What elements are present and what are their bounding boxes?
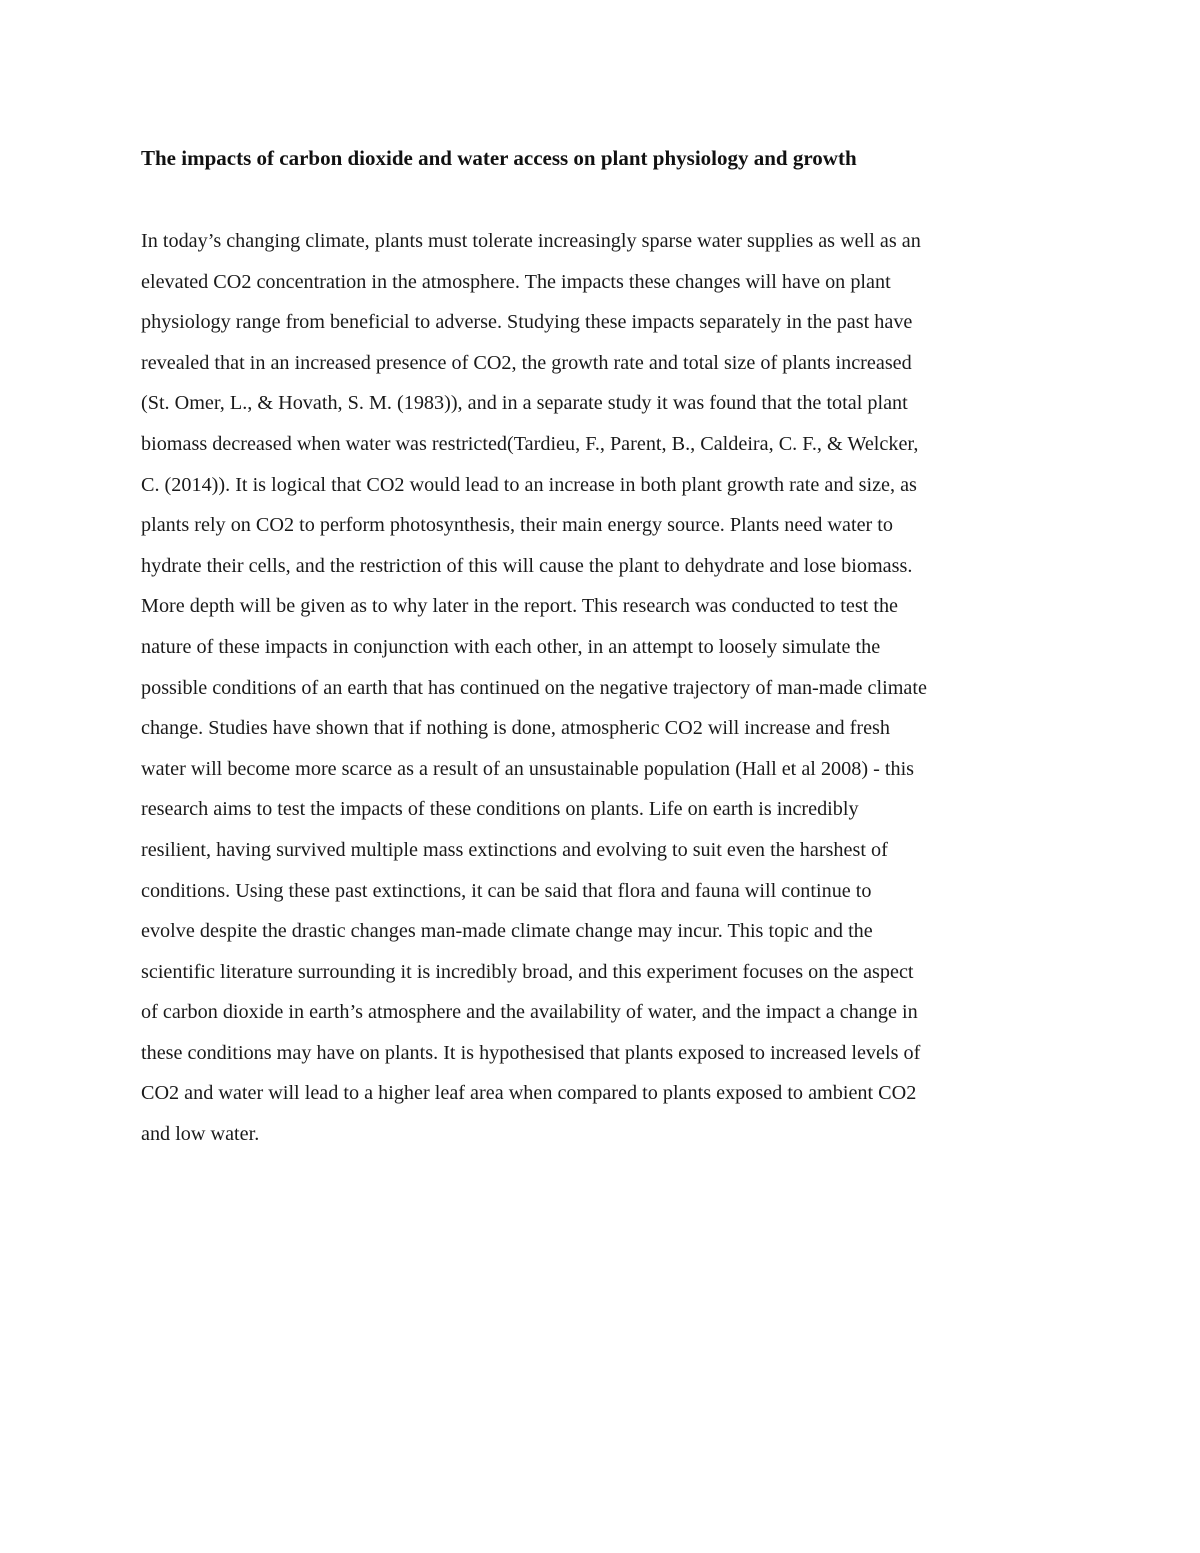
paragraph-line: of carbon dioxide in earth’s atmosphere and the availability of water, and the impact a change in (141, 1001, 918, 1024)
paragraph-line: conditions. Using these past extinctions, it can be said that flora and fauna will continue to (141, 879, 872, 902)
paragraph-line: revealed that in an increased presence of CO2, the growth rate and total size of plants increased (141, 351, 912, 374)
paragraph-line: (St. Omer, L., & Hovath, S. M. (1983)), and in a separate study it was found that the total plant (141, 392, 908, 415)
paragraph-line: research aims to test the impacts of these conditions on plants. Life on earth is incredibly (141, 798, 859, 821)
paragraph-line: water will become more scarce as a result of an unsustainable population (Hall et al 2008) - this (141, 757, 915, 780)
paragraph-line: nature of these impacts in conjunction with each other, in an attempt to loosely simulate the (141, 635, 881, 658)
paragraph-line: change. Studies have shown that if nothing is done, atmospheric CO2 will increase and fresh (141, 717, 891, 740)
document-title: The impacts of carbon dioxide and water access on plant physiology and growth (141, 146, 857, 170)
paragraph-line: plants rely on CO2 to perform photosynthesis, their main energy source. Plants need water to (141, 514, 894, 537)
body-paragraph (141, 221, 1071, 1155)
paragraph-line: possible conditions of an earth that has continued on the negative trajectory of man-made climate (141, 676, 927, 699)
paragraph-line: resilient, having survived multiple mass extinctions and evolving to suit even the harshest of (141, 838, 888, 861)
paragraph-line: and low water. (141, 1123, 260, 1146)
paragraph-line: hydrate their cells, and the restriction of this will cause the plant to dehydrate and lose biomass. (141, 554, 913, 577)
paragraph-line: scientific literature surrounding it is incredibly broad, and this experiment focuses on the aspect (141, 960, 914, 983)
paragraph-line: elevated CO2 concentration in the atmosphere. The impacts these changes will have on plant (141, 270, 891, 293)
paragraph-line: these conditions may have on plants. It is hypothesised that plants exposed to increased levels of (141, 1041, 921, 1064)
paragraph-line: physiology range from beneficial to adverse. Studying these impacts separately in the past have (141, 311, 913, 334)
paragraph-line: In today’s changing climate, plants must tolerate increasingly sparse water supplies as well as an (141, 230, 921, 252)
paragraph-line: CO2 and water will lead to a higher leaf area when compared to plants exposed to ambient CO2 (141, 1082, 917, 1105)
paragraph-line: evolve despite the drastic changes man-made climate change may incur. This topic and the (141, 920, 873, 943)
paragraph-line: More depth will be given as to why later in the report. This research was conducted to test the (141, 595, 899, 618)
paragraph-line: C. (2014)). It is logical that CO2 would lead to an increase in both plant growth rate and size, as (141, 473, 917, 496)
paragraph-line: biomass decreased when water was restricted(Tardieu, F., Parent, B., Caldeira, C. F., & Welcker, (141, 432, 919, 455)
